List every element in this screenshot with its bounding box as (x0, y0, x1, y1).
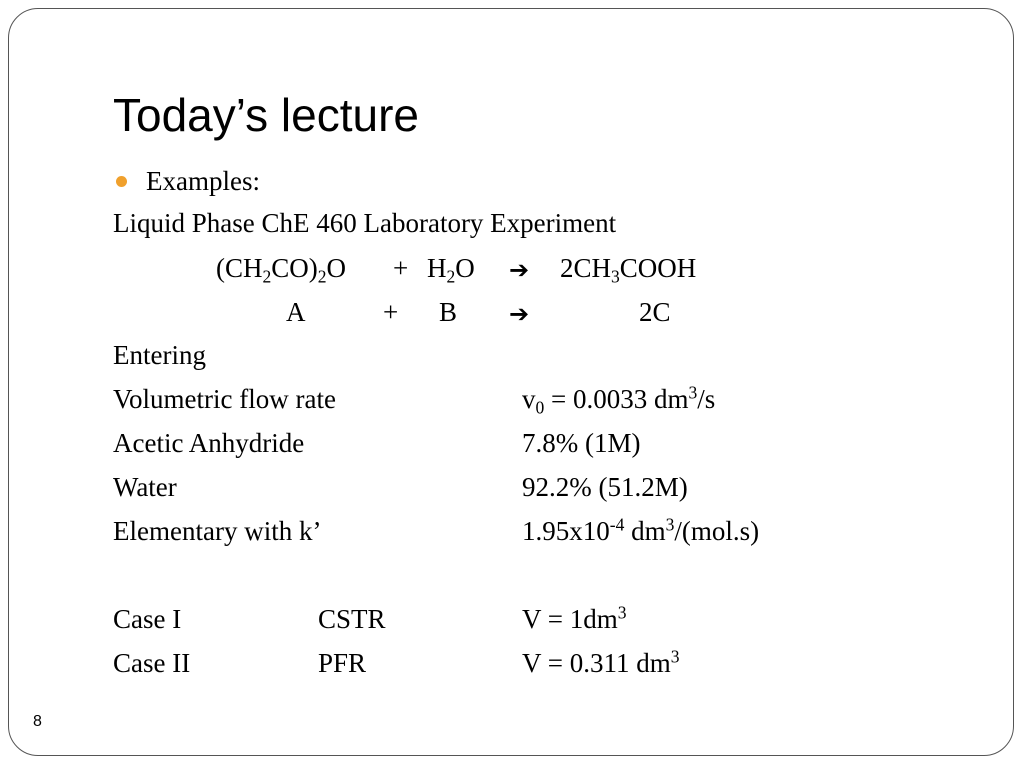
case-reactor: CSTR (318, 604, 386, 634)
bullet-examples: Examples: (146, 166, 260, 196)
entering-label: Entering (113, 340, 206, 370)
symbol-c: 2C (639, 297, 671, 327)
property-label: Water (113, 472, 177, 502)
symbol-a: A (286, 297, 306, 327)
case-volume: V = 0.311 $dm^3$ (522, 646, 680, 678)
symbol-arrow-icon: ➔ (509, 300, 530, 328)
reaction-plus: + (393, 253, 409, 283)
property-value: $1.95x10^{-4}$ $dm^3/(mol.s)$ (522, 514, 760, 546)
bullet-dot-icon (116, 176, 127, 187)
reaction-product: $2CH_3COOH$ (560, 253, 697, 287)
case-name: Case I (113, 604, 182, 634)
symbol-b: B (439, 297, 458, 327)
slide-title: Today’s lecture (113, 89, 419, 141)
property-label: Acetic Anhydride (113, 428, 305, 458)
property-value: $v_0 = 0.0033$ $dm^3/s$ (522, 382, 716, 418)
reaction-reactant-b: $H_2O$ (427, 253, 475, 287)
property-label: Volumetric flow rate (113, 384, 336, 414)
case-name: Case II (113, 648, 191, 678)
page-number: 8 (33, 713, 42, 730)
property-value: 92.2% (51.2M) (522, 472, 688, 502)
case-volume: $V = 1dm^3$ (522, 602, 627, 634)
case-reactor: PFR (318, 648, 367, 678)
experiment-line: Liquid Phase ChE 460 Laboratory Experiment (113, 208, 617, 238)
property-value: 7.8% (1M) (522, 428, 641, 458)
reaction-arrow-icon: ➔ (509, 256, 530, 284)
reaction-reactant-a: $(CH_2CO)_2O$ (216, 253, 347, 287)
symbol-plus: + (383, 297, 399, 327)
property-label: Elementary with k’ (113, 516, 322, 546)
